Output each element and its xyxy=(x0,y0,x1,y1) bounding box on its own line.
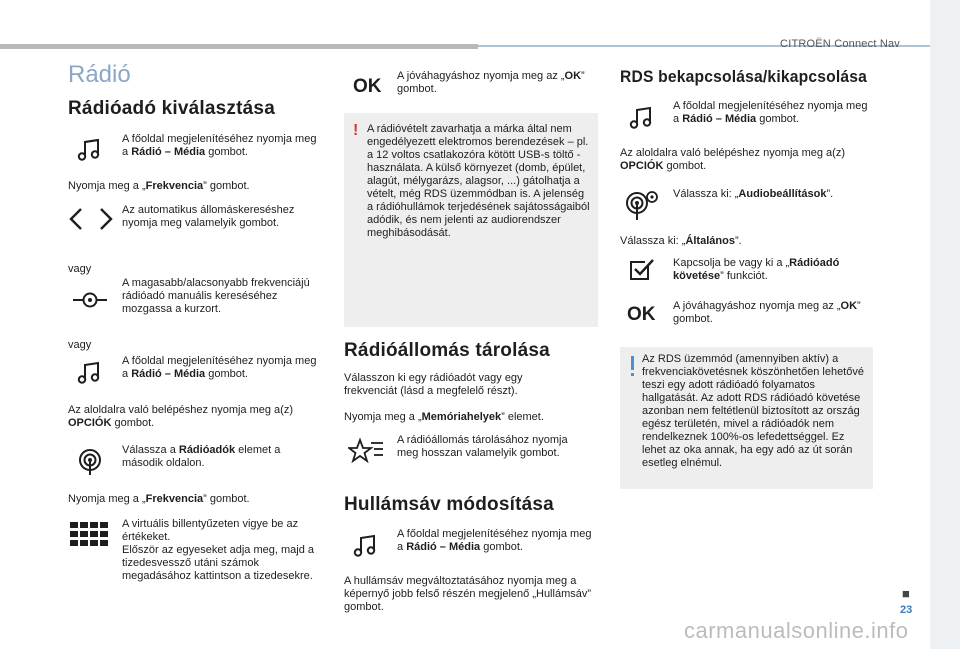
checkbox-icon xyxy=(628,258,656,282)
or-label: vagy xyxy=(68,339,92,351)
star-memory-icon xyxy=(348,437,384,467)
warning-text: A rádióvételt zavarhatja a márka által nem engedélyezett elektromos berendezések – pl. a 12 voltos csatlakozóra kötött USB-s töltő -használata. A külső környezet (domb, épület, alagút, mélygarázs, alagsor, ...) gátolhatja a vételt, még RDS üzemmódban is. A jelenség a rádióhullámok terjedésének sajátosságaiból adódik, és nem jelenti az audiorendszer meghibásodását. xyxy=(367,123,590,239)
watermark: carmanualsonline.info xyxy=(684,618,909,643)
rds-step-confirm: A jóváhagyáshoz nyomja meg az „OK” gombot. xyxy=(673,300,861,325)
rds-step-toggle: Kapcsolja be vagy ki a „Rádióadó követése” funkciót. xyxy=(673,257,840,282)
music-note-icon xyxy=(352,533,378,559)
chevron-right-icon xyxy=(98,207,114,231)
heading-band-change: Hullámsáv módosítása xyxy=(344,494,554,515)
music-note-icon xyxy=(76,137,102,163)
rds-step-options: Az aloldalra való belépéshez nyomja meg a(z) OPCIÓK gombot. xyxy=(620,147,846,172)
svg-text:OK: OK xyxy=(353,76,382,96)
step-open-media: A főoldal megjelenítéséhez nyomja meg a Rádió – Média gombot. xyxy=(122,133,317,158)
warning-box xyxy=(344,113,598,327)
step-auto-search: Az automatikus állomáskereséshez nyomja meg valamelyik gombot. xyxy=(122,204,295,229)
step-press-frequency: Nyomja meg a „Frekvencia” gombot. xyxy=(68,493,250,505)
audio-settings-icon xyxy=(624,189,660,221)
heading-station-select: Rádióadó kiválasztása xyxy=(68,98,275,119)
ok-icon xyxy=(352,74,386,96)
rds-step-open-media: A főoldal megjelenítéséhez nyomja meg a Rádió – Média gombot. xyxy=(673,100,868,125)
rds-step-audio-settings: Válassza ki: „Audiobeállítások”. xyxy=(673,188,834,200)
step-manual-search: A magasabb/alacsonyabb frekvenciájú rádióadó manuális kereséséhez mozgassa a kurzort. xyxy=(122,277,310,315)
section-title: Rádió xyxy=(68,61,131,88)
step-open-media: A főoldal megjelenítéséhez nyomja meg a Rádió – Média gombot. xyxy=(122,355,317,380)
or-label: vagy xyxy=(68,263,92,275)
page-side-strip xyxy=(930,0,960,649)
chevron-left-icon xyxy=(68,207,84,231)
step-select-stations: Válassza a Rádióadók elemet a második oldalon. xyxy=(122,444,281,469)
heading-store-station: Rádióállomás tárolása xyxy=(344,340,550,361)
ok-icon xyxy=(626,302,660,324)
music-note-icon xyxy=(76,360,102,386)
radio-signal-icon xyxy=(76,448,104,476)
music-note-icon xyxy=(628,105,654,131)
step-options: Az aloldalra való belépéshez nyomja meg a(z) OPCIÓK gombot. xyxy=(68,404,294,429)
step-confirm-ok: A jóváhagyáshoz nyomja meg az „OK” gombot. xyxy=(397,70,585,95)
info-icon-dot xyxy=(631,373,634,376)
store-step-2: Nyomja meg a „Memóriahelyek” elemet. xyxy=(344,411,544,423)
info-text: Az RDS üzemmód (amennyiben aktív) a frekvenciakövetésnek köszönhetően lehetővé teszi egy adott rádióadó folyamatos hallgatását. Az adott RDS rádióadó követése azonban nem feltétlenül biztosított az ország egész területén, mivel a rádióadók nem rendelkeznek 100%-os lefedettséggel. Ez lehet az oka annak, ha egy adó az út során esetleg elnémul. xyxy=(642,353,864,469)
page-end-marker: ■ xyxy=(902,586,910,601)
store-step-3: A rádióállomás tárolásához nyomja meg hosszan valamelyik gombot. xyxy=(397,434,568,459)
heading-rds: RDS bekapcsolása/kikapcsolása xyxy=(620,67,868,86)
band-step-2: A hullámsáv megváltoztatásához nyomja meg a képernyő jobb felső részén megjelenő „Hullámsáv” gombot. xyxy=(344,575,592,613)
info-box xyxy=(620,347,873,489)
svg-text:OK: OK xyxy=(627,304,656,324)
warning-icon: ! xyxy=(353,122,359,139)
info-icon xyxy=(631,356,634,370)
step-virtual-keyboard: A virtuális billentyűzeten vigye be az értékeket. Először az egyeseket adja meg, majd a tizedesvessző utáni számok megadásához kattintson a tizedesekre. xyxy=(122,518,314,582)
store-step-1: Válasszon ki egy rádióadót vagy egy frekvenciát (lásd a megfelelő részt). xyxy=(344,372,523,397)
rds-step-general: Válassza ki: „Általános”. xyxy=(620,235,742,247)
band-step-1: A főoldal megjelenítéséhez nyomja meg a Rádió – Média gombot. xyxy=(397,528,592,553)
step-press-frequency: Nyomja meg a „Frekvencia” gombot. xyxy=(68,180,250,192)
keypad-icon xyxy=(70,522,110,550)
page-number: 23 xyxy=(900,604,913,616)
header-rule xyxy=(0,44,478,49)
slider-cursor-icon xyxy=(72,288,108,312)
header-brand: CITROËN Connect Nav xyxy=(780,38,900,50)
